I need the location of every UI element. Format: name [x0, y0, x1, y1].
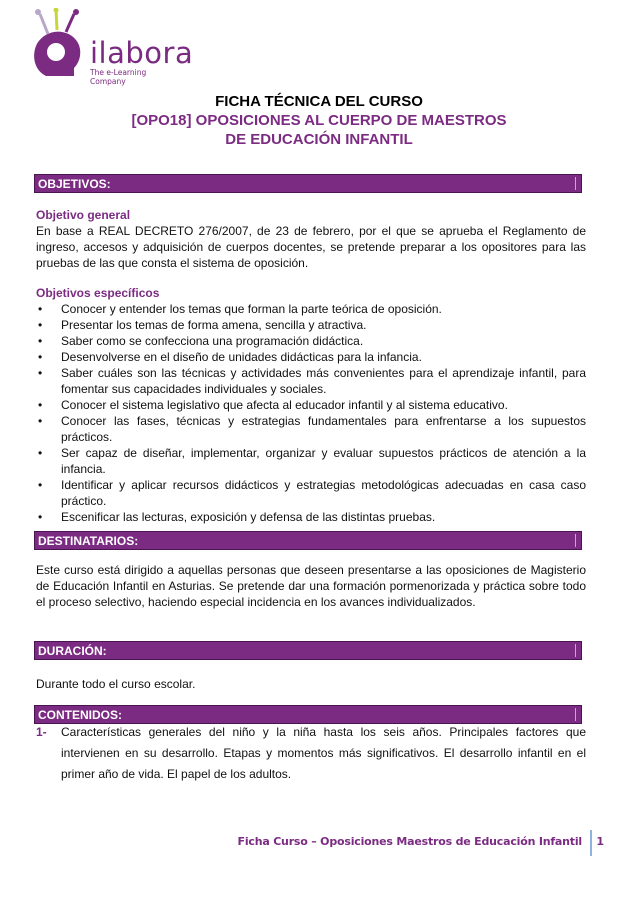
ilabora-logo	[26, 8, 194, 86]
list-item: • Identificar y aplicar recursos didácticos y estrategias metodológicas adecuadas en casa caso práctico.	[36, 477, 586, 509]
list-item: • Escenificar las lecturas, exposición y defensa de las distintas pruebas.	[36, 509, 586, 525]
contenido-item-number: 1-	[36, 725, 47, 739]
list-item: • Conocer y entender los temas que forman la parte teórica de oposición.	[36, 301, 586, 317]
page-footer	[0, 830, 638, 856]
contenido-item-text: Características generales del niño y la niña hasta los seis años. Principales factores que intervienen en su desarrollo. Etapas y momentos más significativos. El desarrollo infantil en el primer año de vida. El papel de los adultos.	[61, 725, 586, 781]
footer-text: Ficha Curso – Oposiciones Maestros de Educación Infantil	[237, 835, 582, 848]
logo-wordmark: ilabora	[90, 36, 194, 70]
head-icon	[26, 8, 90, 80]
title-line-1: FICHA TÉCNICA DEL CURSO	[215, 93, 423, 110]
list-item: • Saber cuáles son las técnicas y actividades más convenientes para el aprendizaje infantil, para fomentar sus capacidades individuales y sociales.	[36, 365, 586, 397]
document-title	[40, 92, 598, 149]
contenidos-section	[36, 722, 586, 785]
section-bar-duracion	[34, 641, 582, 660]
objetivos-section	[36, 207, 586, 525]
footer-divider	[590, 830, 592, 856]
duracion-text: Durante todo el curso escolar.	[36, 677, 196, 691]
section-heading-destinatarios: DESTINATARIOS:	[38, 534, 139, 548]
logo-tagline: The e-Learning Company	[90, 68, 147, 86]
title-line-2: [OPO18] OPOSICIONES AL CUERPO DE MAESTROS	[131, 112, 507, 129]
list-item: • Presentar los temas de forma amena, sencilla y atractiva.	[36, 317, 586, 333]
list-item: • Saber como se confecciona una programación didáctica.	[36, 333, 586, 349]
objetivo-general-label: Objetivo general	[36, 208, 131, 222]
section-heading-objetivos: OBJETIVOS:	[38, 177, 111, 191]
section-heading-contenidos: CONTENIDOS:	[38, 708, 122, 722]
destinatarios-section	[36, 562, 586, 610]
objetivos-especificos-list	[36, 301, 586, 525]
duracion-section	[36, 676, 586, 692]
page-number: 1	[596, 835, 604, 848]
list-item: • Desenvolverse en el diseño de unidades didácticas para la infancia.	[36, 349, 586, 365]
contenido-item	[36, 722, 586, 785]
section-heading-duracion: DURACIÓN:	[38, 644, 107, 658]
section-bar-destinatarios	[34, 531, 582, 550]
destinatarios-text: Este curso está dirigido a aquellas personas que deseen presentarse a las oposiciones de Magisterio de Educación Infantil en Asturias. Se pretende dar una formación pormenorizada y práctica sobre todo el proceso selectivo, haciendo especial incidencia en los avances individualizados.	[36, 563, 586, 609]
list-item: • Conocer el sistema legislativo que afecta al educador infantil y al sistema educativo.	[36, 397, 586, 413]
list-item: • Ser capaz de diseñar, implementar, organizar y evaluar supuestos prácticos de atención a la infancia.	[36, 445, 586, 477]
objetivos-especificos-label: Objetivos específicos	[36, 286, 160, 300]
objetivo-general-text: En base a REAL DECRETO 276/2007, de 23 de febrero, por el que se aprueba el Reglamento de ingreso, accesos y adquisición de cuerpos docentes, se pretende preparar a los opositores para las pruebas de las que consta el sistema de oposición.	[36, 224, 586, 270]
list-item: • Conocer las fases, técnicas y estrategias fundamentales para enfrentarse a los supuestos prácticos.	[36, 413, 586, 445]
section-bar-objetivos	[34, 174, 582, 193]
title-line-3: DE EDUCACIÓN INFANTIL	[225, 131, 413, 148]
